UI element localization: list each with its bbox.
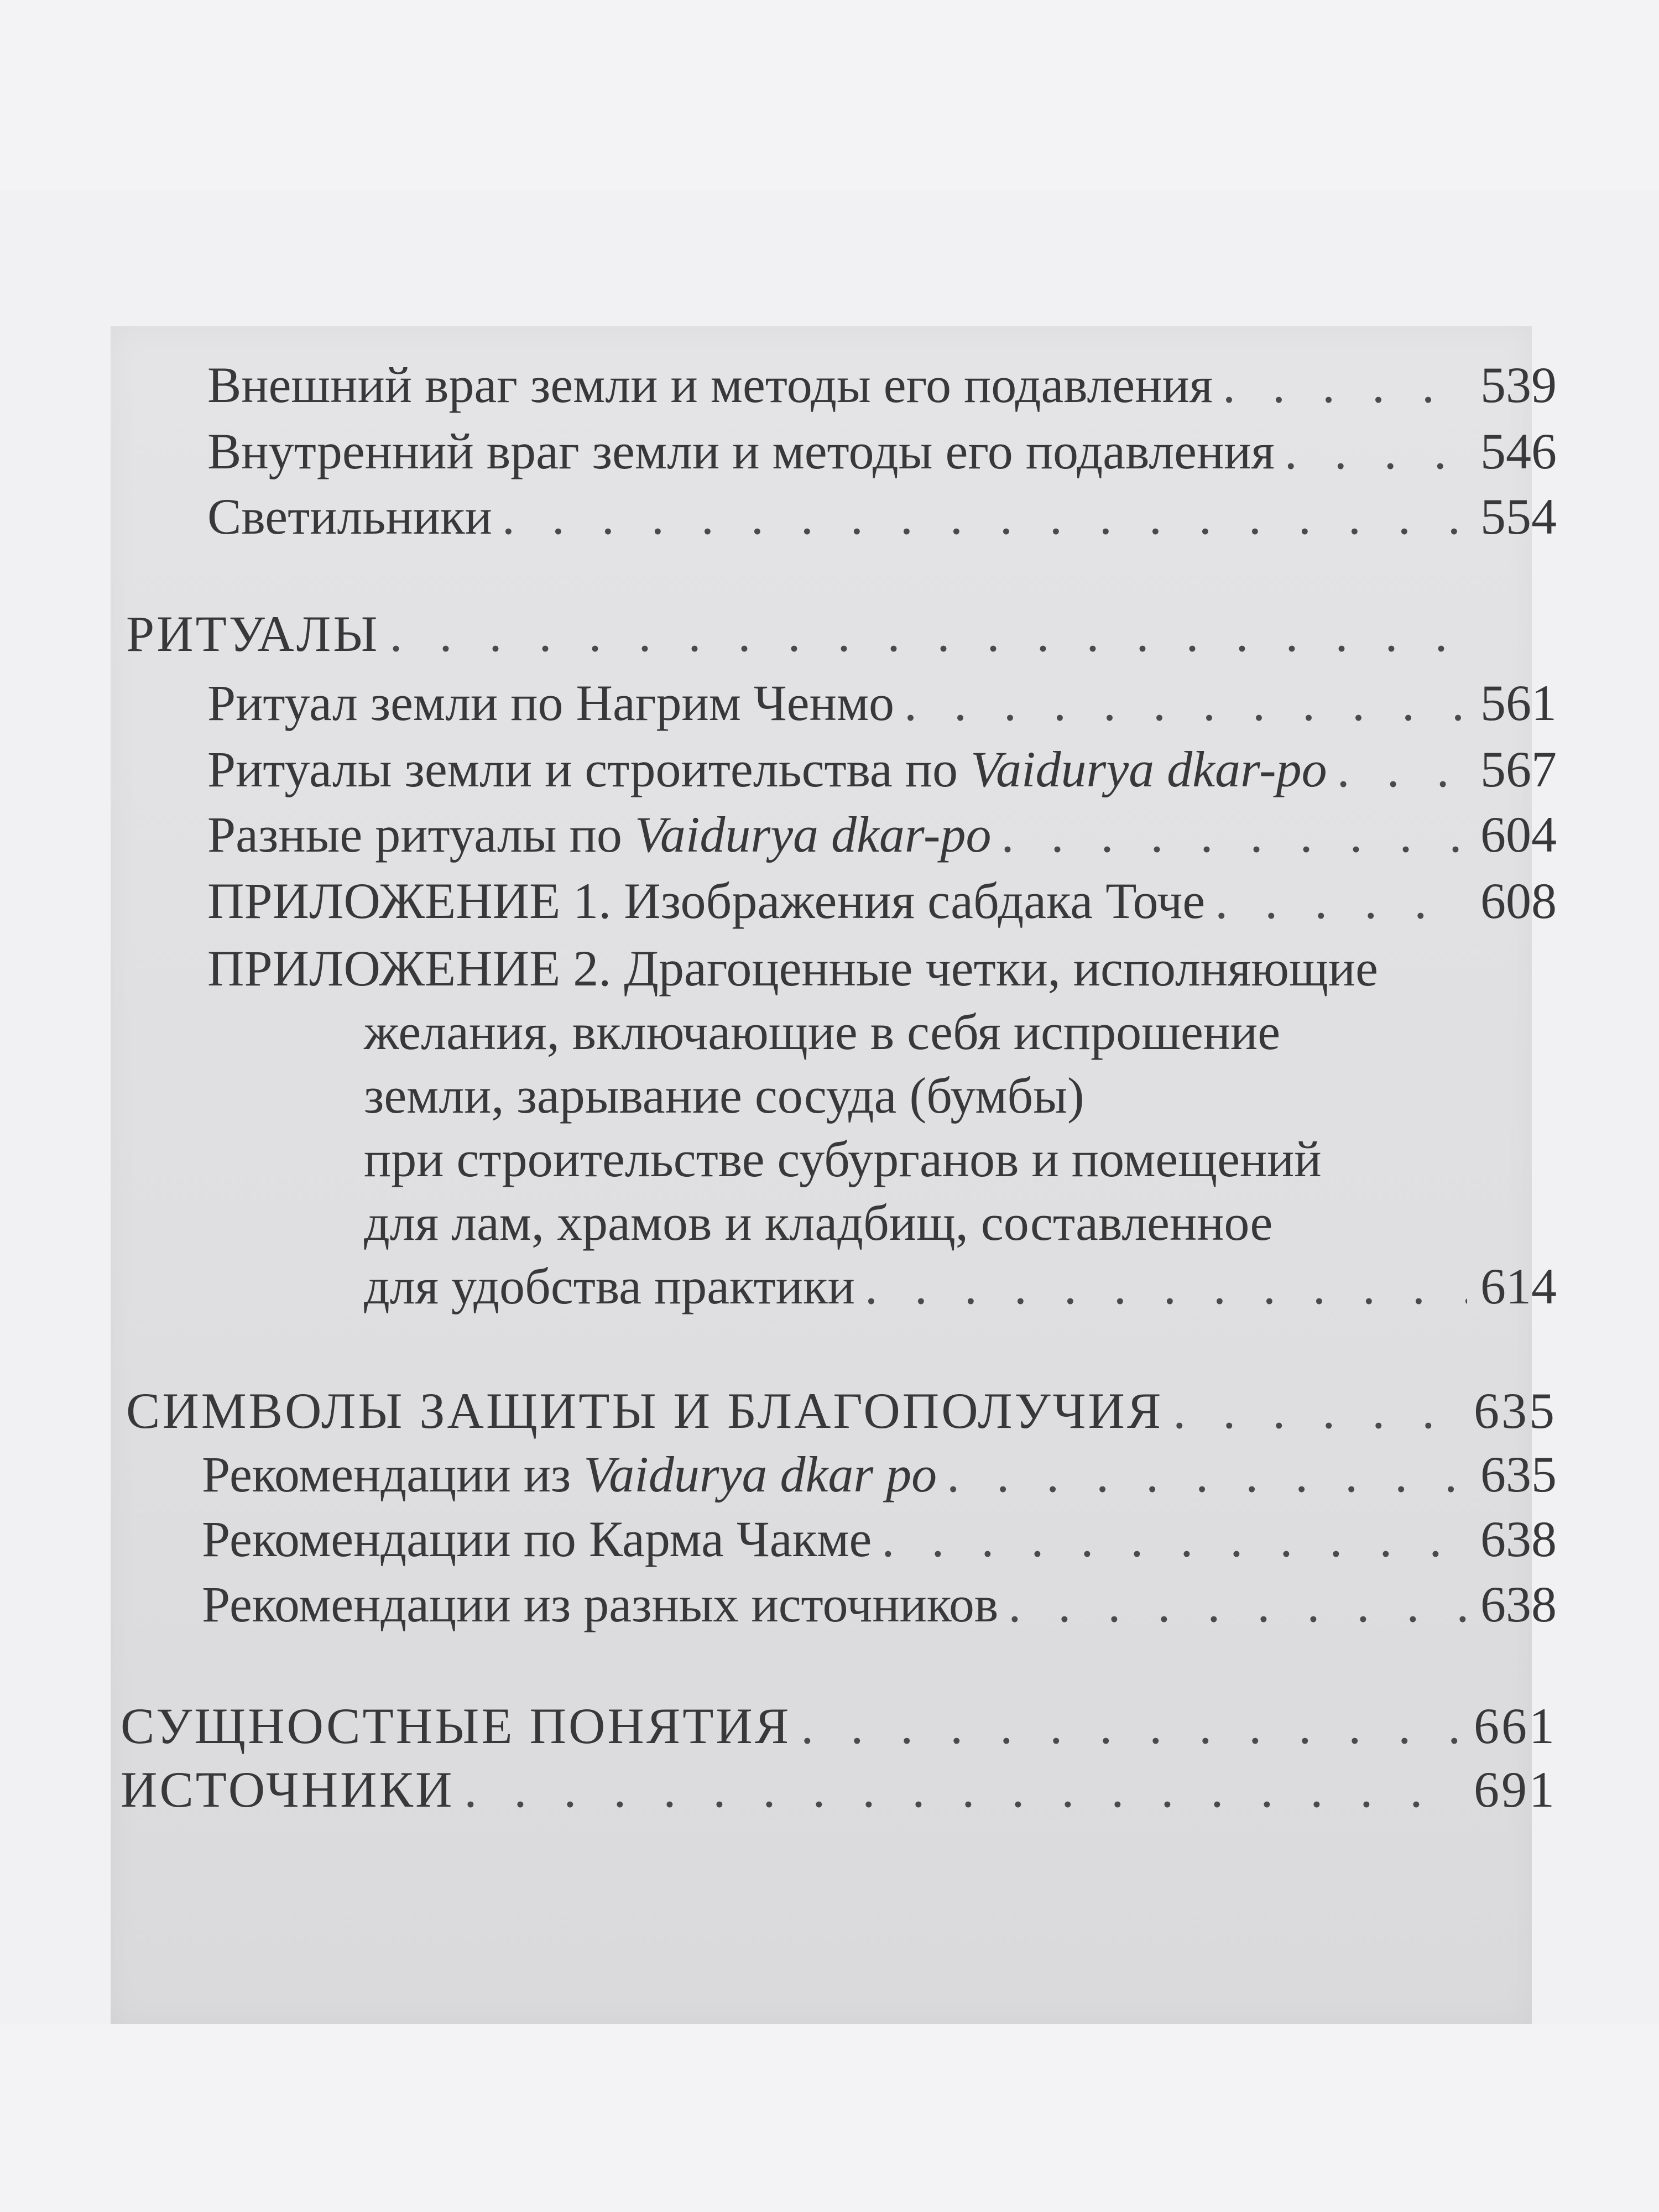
- toc-entry-recommendations-karma: [202, 1511, 1557, 1567]
- toc-entry-appendix-2-last: [364, 1258, 1557, 1314]
- toc-entry-title: Светильники: [207, 488, 492, 545]
- toc-entry-title: Ритуал земли по Нагрим Ченмо: [207, 675, 895, 731]
- toc-page-number: 638: [1480, 1576, 1557, 1632]
- dot-leader: [1215, 875, 1467, 926]
- toc-entry-title: Рекомендации из Vaidurya dkar po: [202, 1446, 937, 1503]
- toc-entry-title: Внешний враг земли и методы его подавления: [207, 357, 1213, 413]
- toc-page-number: 539: [1480, 357, 1557, 413]
- dot-leader: [464, 1764, 1460, 1815]
- toc-section-heading: РИТУАЛЫ: [126, 606, 380, 662]
- toc-entry-title: Ритуалы земли и строительства по Vaidurya dkar-po: [207, 741, 1327, 797]
- dot-leader: [865, 1261, 1467, 1312]
- toc-section-symbols: [126, 1383, 1557, 1439]
- dot-leader: [1008, 1579, 1467, 1630]
- toc-page-number: 614: [1480, 1258, 1557, 1314]
- dot-leader: [502, 491, 1467, 542]
- toc-page-number: 691: [1474, 1761, 1557, 1818]
- toc-page-number: 567: [1480, 741, 1557, 797]
- toc-entry-title: Рекомендации из разных источников: [202, 1576, 999, 1632]
- toc-page-number: 554: [1480, 488, 1557, 545]
- dot-leader: [801, 1700, 1460, 1751]
- toc-entry-appendix-2-line: желания, включающие в себя испрошение: [364, 1004, 1281, 1060]
- toc-entry-internal-enemy: [207, 423, 1557, 479]
- toc-entry-appendix-2-title: ПРИЛОЖЕНИЕ 2. Драгоценные четки, исполняющие: [207, 940, 1378, 997]
- toc-entry-appendix-2-line: для лам, храмов и кладбищ, составленное: [364, 1194, 1273, 1251]
- dot-leader: [947, 1449, 1467, 1500]
- toc-entry-title: для удобства практики: [364, 1258, 855, 1314]
- toc-page-number: 604: [1480, 806, 1557, 863]
- toc-entry-title: Разные ритуалы по Vaidurya dkar-po: [207, 806, 992, 863]
- dot-leader: [1173, 1385, 1460, 1436]
- dot-leader: [904, 677, 1467, 728]
- toc-page-number: 561: [1480, 675, 1557, 731]
- toc-section-rituals: [126, 606, 1557, 662]
- toc-entry-title: Внутренний враг земли и методы его подавления: [207, 423, 1275, 479]
- toc-page-number: 635: [1474, 1383, 1557, 1439]
- toc-section-heading: ИСТОЧНИКИ: [121, 1761, 455, 1818]
- dot-leader: [1001, 809, 1467, 860]
- dot-leader: [1223, 359, 1467, 410]
- dot-leader: [881, 1514, 1467, 1564]
- toc-entry-ritual-construction: [207, 741, 1557, 797]
- toc-section-heading: СИМВОЛЫ ЗАЩИТЫ И БЛАГОПОЛУЧИЯ: [126, 1383, 1164, 1439]
- toc-entry-lamps: [207, 488, 1557, 545]
- toc-section-heading: СУЩНОСТНЫЕ ПОНЯТИЯ: [121, 1698, 791, 1754]
- toc-entry-appendix-2-line: при строительстве субурганов и помещений: [364, 1131, 1322, 1187]
- toc-page-number: 638: [1480, 1511, 1557, 1567]
- toc-entry-recommendations-various: [202, 1576, 1557, 1632]
- toc-entry-appendix-1: [207, 873, 1557, 929]
- toc-page-number: 661: [1474, 1698, 1557, 1754]
- toc-section-concepts: [121, 1698, 1557, 1754]
- toc-page-number: 608: [1480, 873, 1557, 929]
- toc-entry-appendix-2-line: земли, зарывание сосуда (бумбы): [364, 1067, 1084, 1124]
- dot-leader: [1337, 744, 1467, 795]
- toc-entry-external-enemy: [207, 357, 1557, 413]
- toc-page-number: 546: [1480, 423, 1557, 479]
- toc-entry-title: Рекомендации по Карма Чакме: [202, 1511, 872, 1567]
- toc-page-number: 635: [1480, 1446, 1557, 1503]
- toc-entry-recommendations-vaidurya: [202, 1446, 1557, 1503]
- toc-entry-title: ПРИЛОЖЕНИЕ 1. Изображения сабдака Точе: [207, 873, 1206, 929]
- toc-entry-various-rituals: [207, 806, 1557, 863]
- toc-entry-ritual-nagrim: [207, 675, 1557, 731]
- toc-section-sources: [121, 1761, 1557, 1818]
- dot-leader: [1285, 426, 1467, 477]
- dot-leader: [389, 608, 1472, 659]
